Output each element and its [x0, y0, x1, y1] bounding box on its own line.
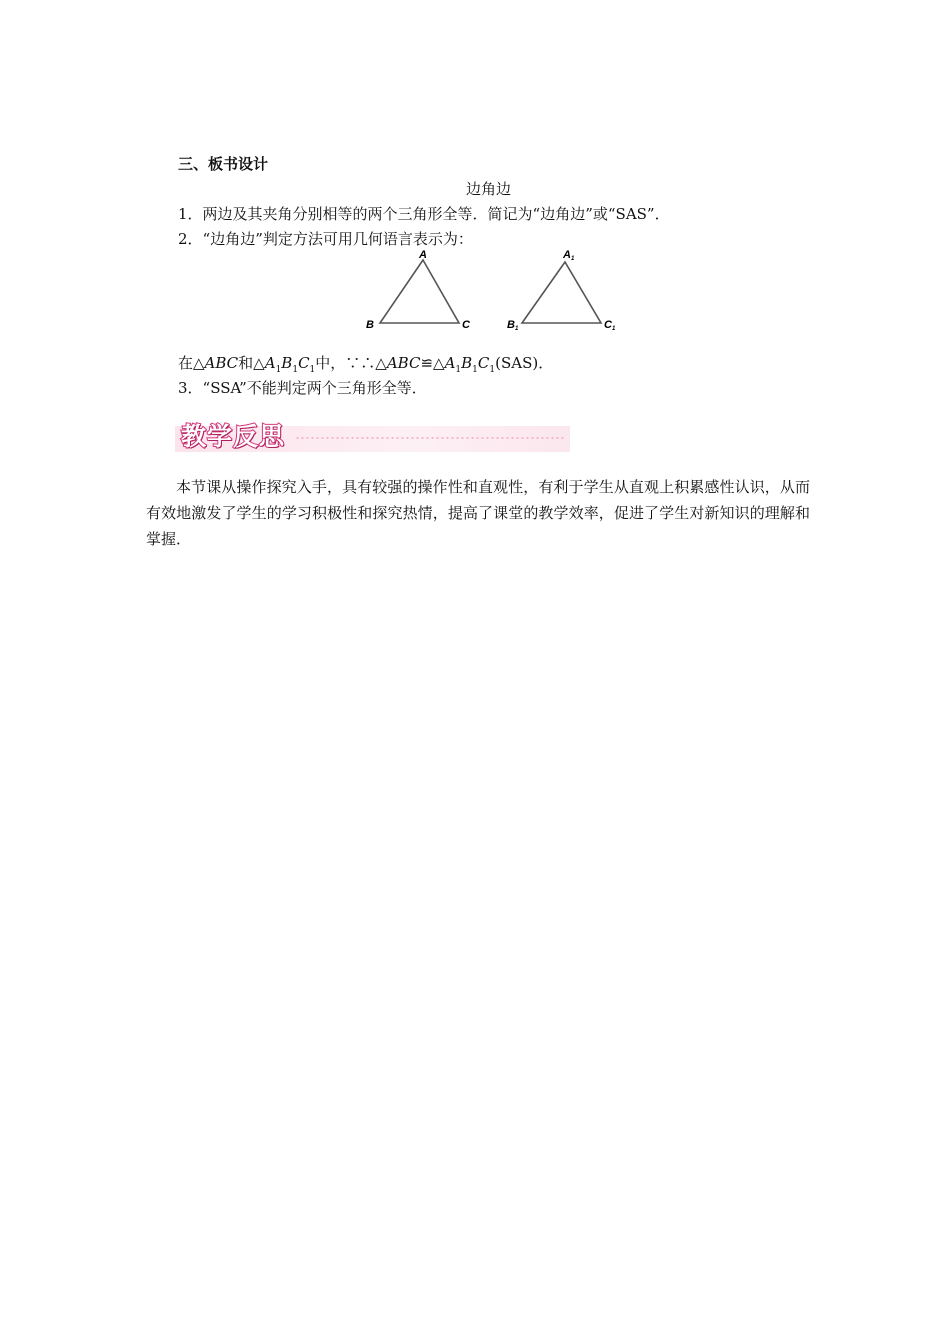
triangle-figure	[360, 246, 630, 336]
teaching-reflection-banner	[175, 420, 570, 454]
list-item-3: 3．“SSA”不能判定两个三角形全等．	[178, 379, 427, 397]
reflection-paragraph: 本节课从操作探究入手，具有较强的操作性和直观性，有利于学生从直观上积累感性认识，从而有效地激发了学生的学习积极性和探究热情，提高了课堂的教学效率，促进了学生对新知识的理解和掌握．	[146, 478, 810, 548]
list-item-1: 1．两边及其夹角分别相等的两个三角形全等．简记为“边角边”或“SAS”．	[178, 205, 670, 223]
vertex-label-a1: A1	[563, 249, 575, 262]
vertex-label-a: A	[419, 249, 427, 261]
vertex-label-c1: C1	[604, 319, 616, 332]
vertex-label-b: B	[366, 319, 374, 331]
banner-dotted-line	[295, 437, 565, 439]
section-heading: 三、板书设计	[178, 155, 269, 173]
vertex-label-b1: B1	[507, 319, 519, 332]
list-item-2: 2．“边角边”判定方法可用几何语言表示为：	[178, 230, 473, 248]
congruence-statement: 在△ABC和$\triangle A_1B_1C_1$中，$\because\therefore\triangle ABC≌\triangle A_1B_1C_1(SAS)$．	[178, 354, 554, 375]
center-title: 边角边	[466, 180, 512, 198]
vertex-label-c: C	[462, 319, 470, 331]
triangle-a1b1c1	[507, 249, 616, 332]
triangle-abc	[366, 249, 471, 331]
banner-title: 教学反思	[181, 422, 286, 451]
